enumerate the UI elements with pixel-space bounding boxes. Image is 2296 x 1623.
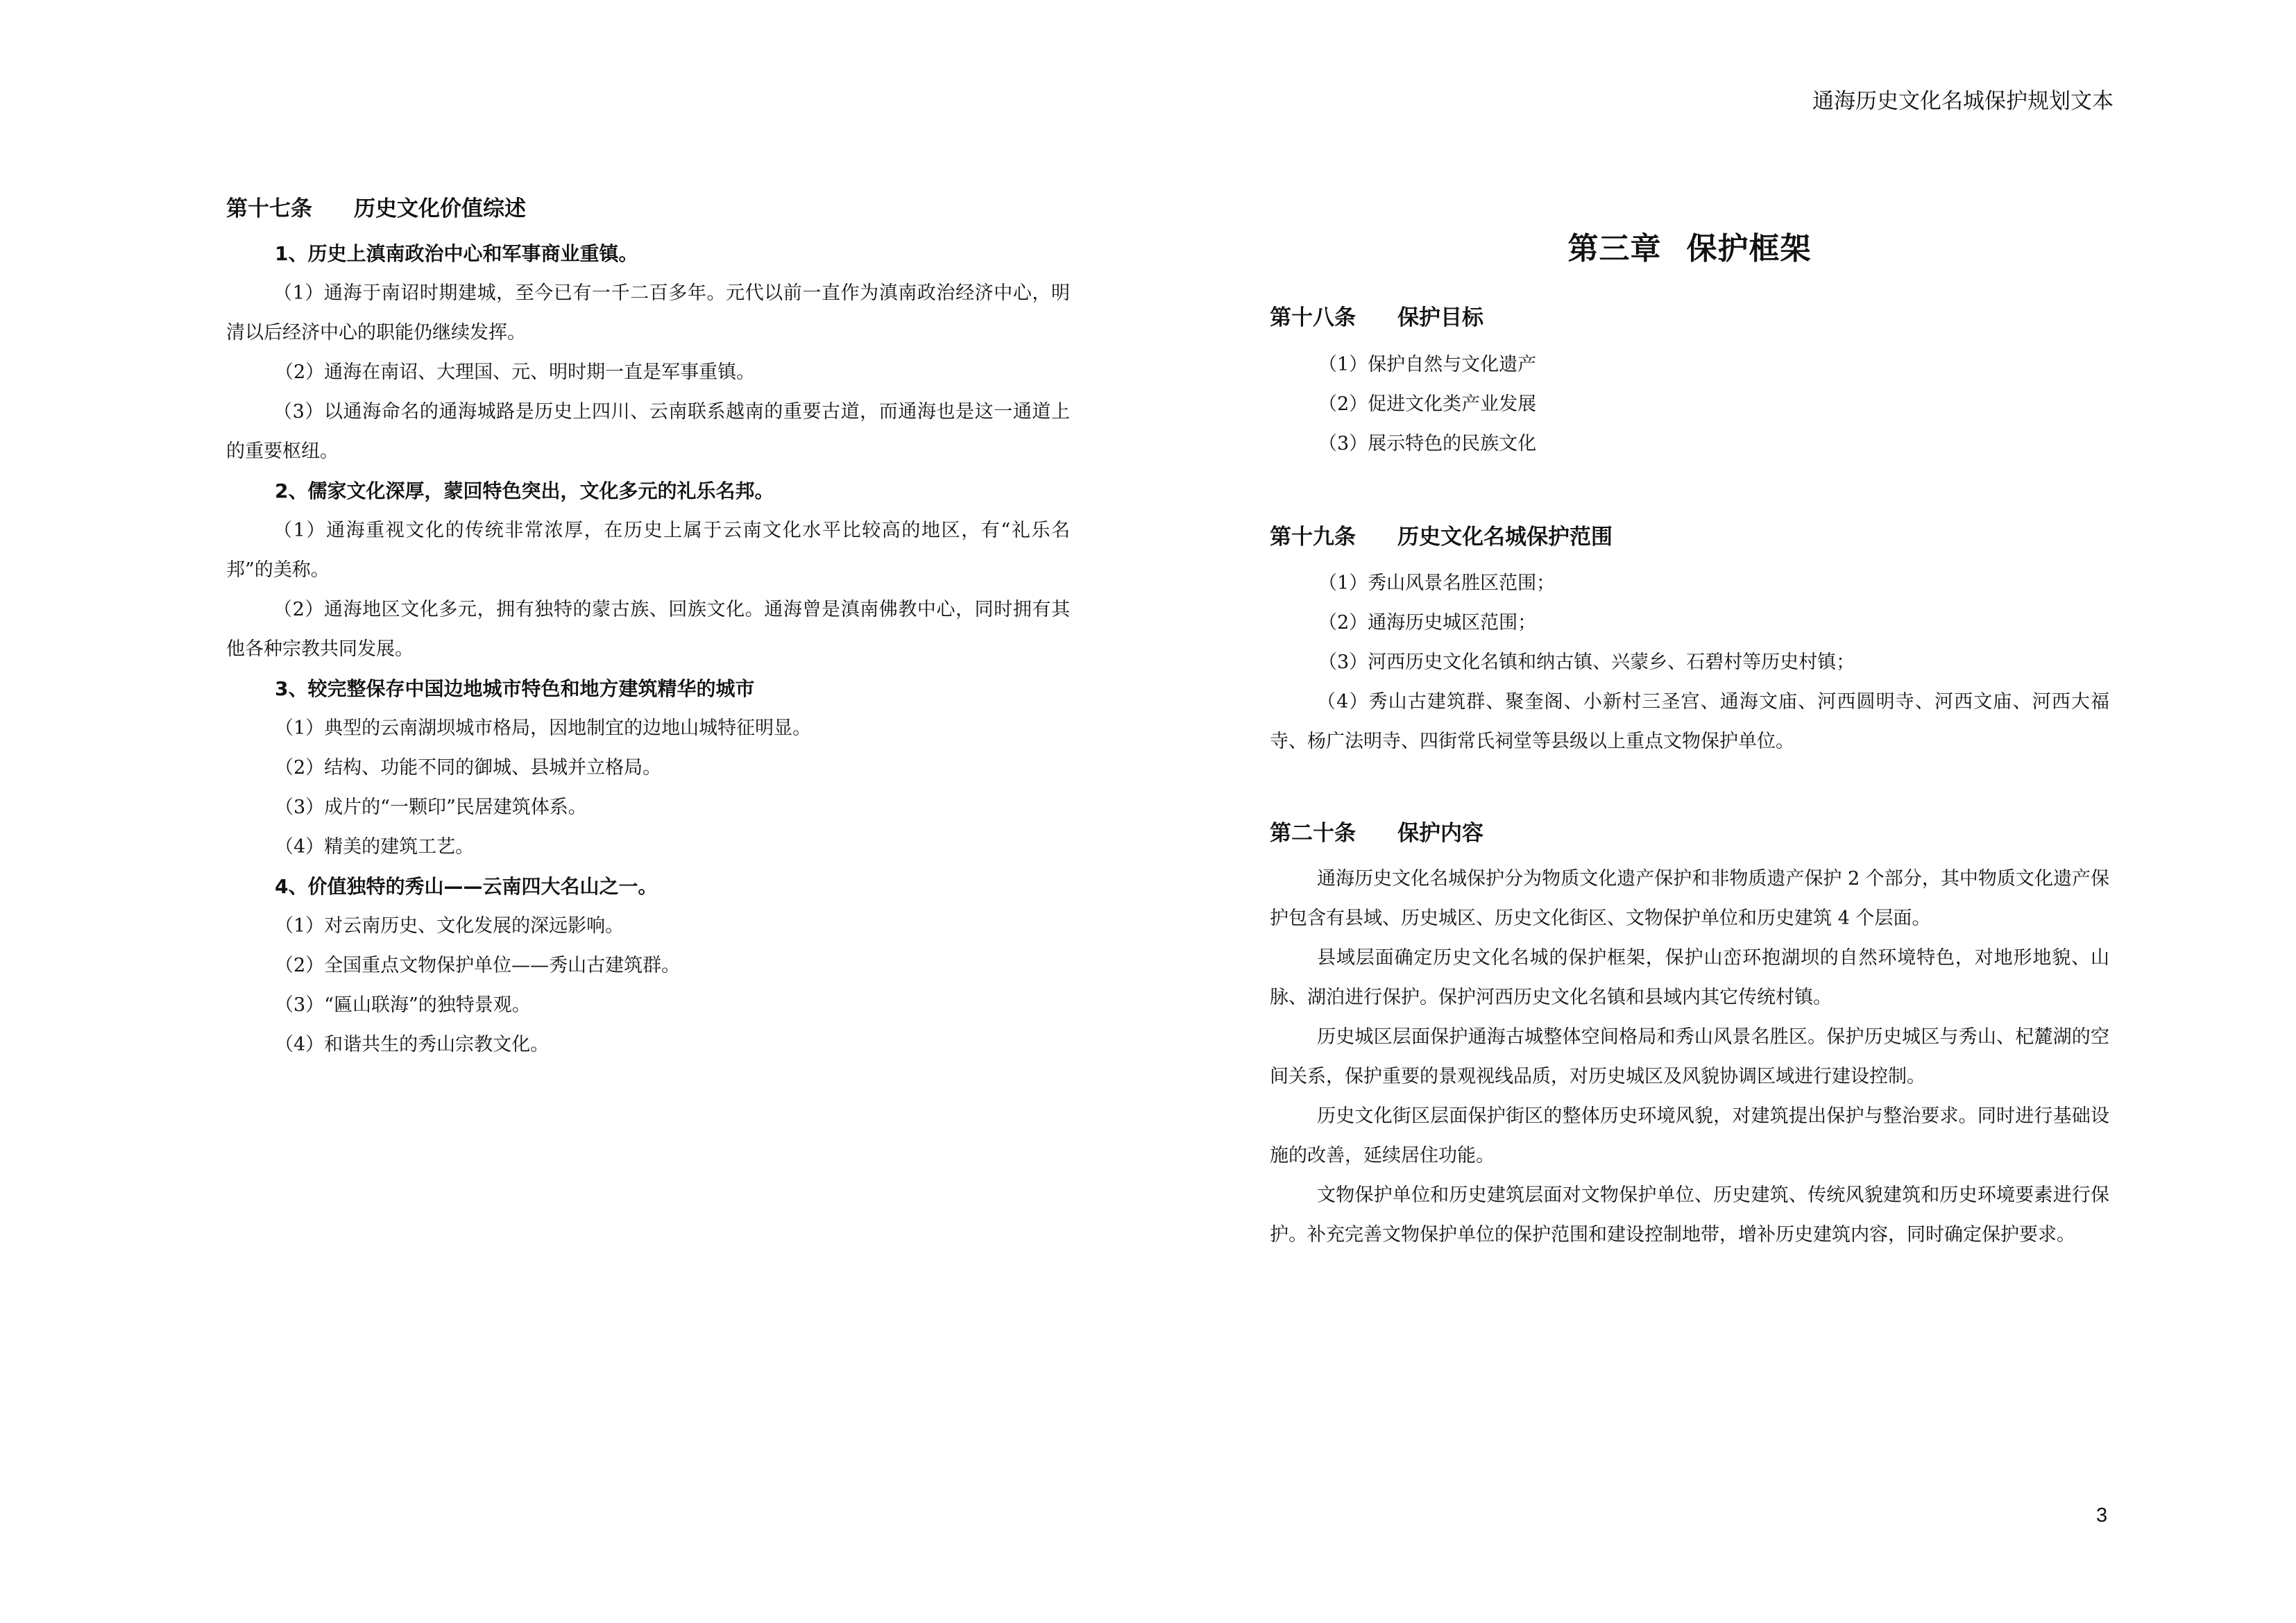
list-item: （3）展示特色的民族文化	[1318, 433, 1537, 454]
article-title: 保护目标	[1397, 305, 1483, 330]
list-item: （1）秀山风景名胜区范围；	[1318, 572, 1556, 594]
list-item: （2）促进文化类产业发展	[1318, 393, 1537, 415]
section-item: （1）对云南历史、文化发展的深远影响。	[275, 915, 624, 937]
section-heading: 4、价值独特的秀山——云南四大名山之一。	[275, 875, 658, 898]
section-item: （3）以通海命名的通海城路是历史上四川、云南联系越南的重要古道，而通海也是这一通道上的重要枢纽。	[226, 401, 1070, 462]
section-item: （4）和谐共生的秀山宗教文化。	[275, 1034, 550, 1055]
list-item: （2）通海历史城区范围；	[1318, 612, 1537, 634]
section-item: （2）全国重点文物保护单位——秀山古建筑群。	[275, 955, 681, 976]
section-item: （1）典型的云南湖坝城市格局，因地制宜的边地山城特征明显。	[275, 717, 812, 739]
paragraph: 通海历史文化名城保护分为物质文化遗产保护和非物质遗产保护 2 个部分，其中物质文化遗产保护包含有县域、历史城区、历史文化街区、文物保护单位和历史建筑 4 个层面。	[1270, 868, 2109, 929]
paragraph: 历史城区层面保护通海古城整体空间格局和秀山风景名胜区。保护历史城区与秀山、杞麓湖的空间关系，保护重要的景观视线品质，对历史城区及风貌协调区域进行建设控制。	[1270, 1026, 2109, 1087]
section-item: （3）成片的“一颗印”民居建筑体系。	[275, 797, 587, 818]
article-number: 第十九条	[1270, 525, 1356, 550]
section-item: （3）“匾山联海”的独特景观。	[275, 994, 531, 1016]
running-header: 通海历史文化名城保护规划文本	[1812, 89, 2114, 114]
article-19-body	[1270, 563, 2109, 761]
paragraph: 县域层面确定历史文化名城的保护框架，保护山峦环抱湖坝的自然环境特色，对地形地貌、山脉、湖泊进行保护。保护河西历史文化名镇和县域内其它传统村镇。	[1270, 947, 2109, 1008]
article-17-body	[226, 234, 1070, 1064]
section-heading: 1、历史上滇南政治中心和军事商业重镇。	[275, 242, 638, 265]
article-20-heading	[1270, 815, 1483, 847]
article-title: 历史文化名城保护范围	[1397, 525, 1613, 550]
section-heading: 3、较完整保存中国边地城市特色和地方建筑精华的城市	[275, 677, 755, 700]
article-17-heading	[226, 191, 526, 222]
article-number: 第十七条	[226, 196, 312, 221]
list-item: （1）保护自然与文化遗产	[1318, 354, 1537, 375]
chapter-name: 保护框架	[1686, 231, 1812, 266]
article-title: 历史文化价值综述	[354, 196, 526, 221]
article-20-body	[1270, 859, 2109, 1255]
article-number: 第二十条	[1270, 821, 1356, 846]
chapter-title	[1270, 223, 2109, 268]
chapter-number: 第三章	[1567, 231, 1662, 266]
article-18-body	[1270, 345, 2109, 464]
page-number: 3	[2096, 1504, 2108, 1527]
section-item: （1）通海重视文化的传统非常浓厚，在历史上属于云南文化水平比较高的地区，有“礼乐名邦”的美称。	[226, 520, 1070, 581]
section-item: （2）结构、功能不同的御城、县城并立格局。	[275, 757, 662, 779]
paragraph: 文物保护单位和历史建筑层面对文物保护单位、历史建筑、传统风貌建筑和历史环境要素进行保护。补充完善文物保护单位的保护范围和建设控制地带，增补历史建筑内容，同时确定保护要求。	[1270, 1184, 2109, 1246]
article-19-heading	[1270, 519, 1613, 550]
section-item: （2）通海地区文化多元，拥有独特的蒙古族、回族文化。通海曾是滇南佛教中心，同时拥有其他各种宗教共同发展。	[226, 599, 1070, 660]
article-18-heading	[1270, 300, 1483, 331]
article-title: 保护内容	[1397, 821, 1483, 846]
article-number: 第十八条	[1270, 305, 1356, 330]
list-item: （4）秀山古建筑群、聚奎阁、小新村三圣宫、通海文庙、河西圆明寺、河西文庙、河西大福寺、杨广法明寺、四街常氏祠堂等县级以上重点文物保护单位。	[1270, 691, 2109, 752]
section-item: （4）精美的建筑工艺。	[275, 836, 475, 858]
section-item: （1）通海于南诏时期建城，至今已有一千二百多年。元代以前一直作为滇南政治经济中心，明清以后经济中心的职能仍继续发挥。	[226, 282, 1070, 343]
section-heading: 2、儒家文化深厚，蒙回特色突出，文化多元的礼乐名邦。	[275, 479, 774, 502]
list-item: （3）河西历史文化名镇和纳古镇、兴蒙乡、石碧村等历史村镇；	[1318, 652, 1855, 673]
paragraph: 历史文化街区层面保护街区的整体历史环境风貌，对建筑提出保护与整治要求。同时进行基础设施的改善，延续居住功能。	[1270, 1105, 2109, 1166]
section-item: （2）通海在南诏、大理国、元、明时期一直是军事重镇。	[275, 362, 756, 383]
